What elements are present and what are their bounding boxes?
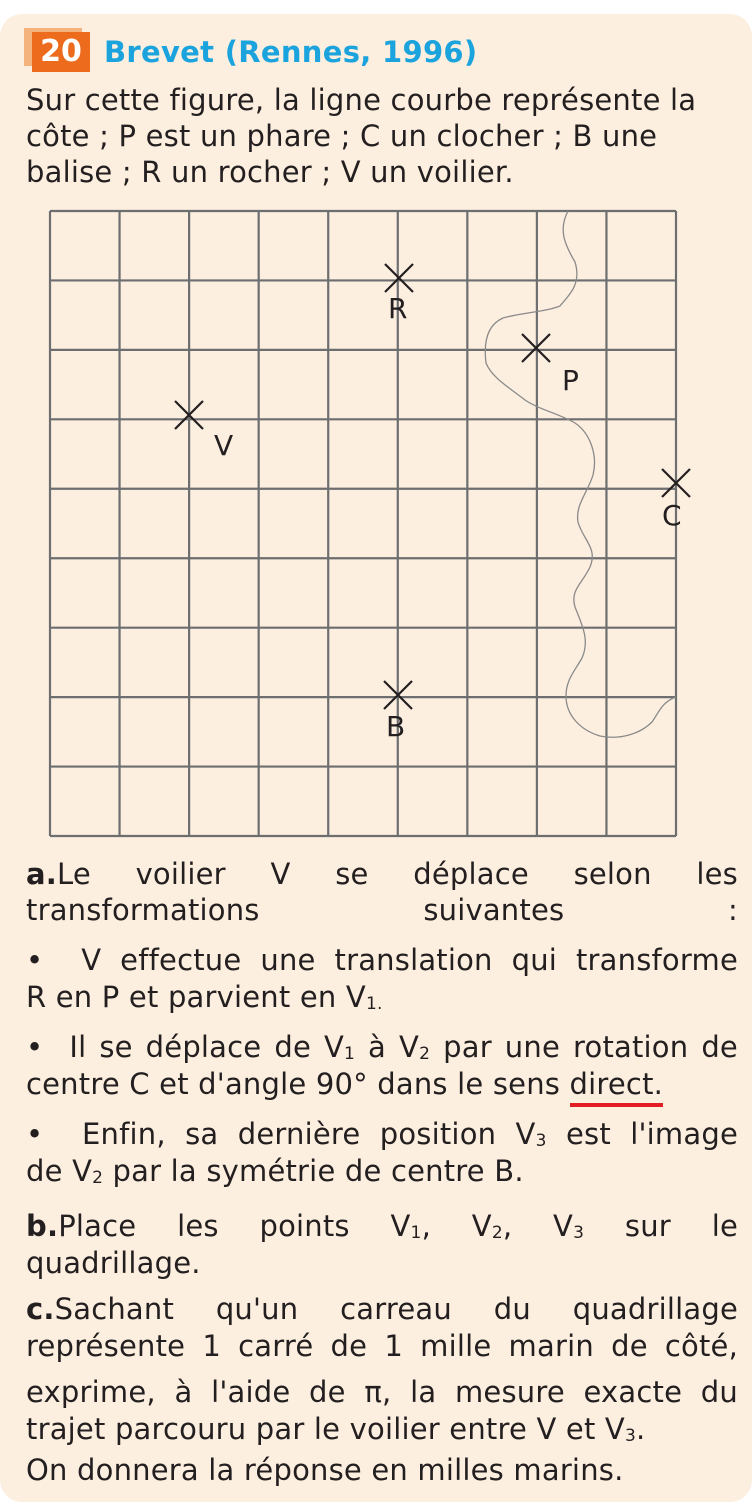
- bullet3-p2: est l'image: [546, 1117, 738, 1151]
- label-V: V: [214, 429, 234, 462]
- bullet2-p2: à V: [355, 1030, 420, 1064]
- intro-text: Sur cette figure, la ligne courbe représente la côte ; P est un phare ; C un clocher ; B une balise ; R un rocher ; V un voilier.: [26, 83, 697, 189]
- exercise-number: 20: [32, 32, 90, 72]
- question-c-line4-post: .: [636, 1412, 646, 1446]
- label-B: B: [386, 710, 406, 743]
- bullet3-post: par la symétrie de centre B.: [103, 1154, 524, 1188]
- question-b-t2: , V: [421, 1209, 492, 1243]
- bullet3-line1: • Enfin, sa dernière position $V_3$ est l'image: [26, 1117, 738, 1151]
- question-b-label: b.: [26, 1209, 59, 1243]
- bullet3-pre: de V: [26, 1154, 93, 1188]
- question-a-line1: [26, 856, 738, 928]
- bullet2-s2: 2: [419, 1044, 431, 1064]
- bullet2-s1: 1: [344, 1044, 356, 1064]
- marker-R: [385, 264, 413, 292]
- bullet1-line1: • V effectue une translation qui transforme: [26, 943, 738, 977]
- question-c-line1: [26, 1291, 738, 1327]
- point-markers: [175, 264, 690, 709]
- question-b-t1: Place les points V: [58, 1209, 411, 1243]
- label-P: P: [562, 364, 579, 397]
- bullet2-p1: Il se déplace de V: [69, 1030, 345, 1064]
- question-b-line2: quadrillage.: [26, 1246, 201, 1280]
- underlined-direct: direct.: [570, 1067, 664, 1107]
- question-c-line4: [26, 1411, 738, 1447]
- question-c-line4-text: trajet parcouru par le voilier entre V et V: [26, 1412, 625, 1446]
- grid-lines: [50, 211, 676, 836]
- bullet2-p3: par une rotation de: [430, 1030, 738, 1064]
- bullet3-s1: 3: [535, 1131, 547, 1151]
- bullet1-text: V effectue une translation qui transforme: [81, 943, 738, 977]
- question-c-line2: représente 1 carré de 1 mille marin de côté,: [26, 1329, 738, 1363]
- question-b-s2: 2: [491, 1223, 503, 1243]
- question-c-line1-text: Sachant qu'un carreau du quadrillage: [54, 1292, 738, 1326]
- question-c-line3: exprime, à l'aide de π, la mesure exacte du: [26, 1375, 738, 1409]
- question-a-label: a.: [26, 857, 57, 891]
- question-b-s3: 3: [573, 1223, 585, 1243]
- bullet1-text2: R en P et parvient en V: [26, 980, 366, 1014]
- bullet3-s2: 2: [92, 1168, 104, 1188]
- question-c-line4-sub: 3: [624, 1426, 636, 1446]
- bullet2-line2-text: centre C et d'angle 90° dans le sens: [26, 1067, 561, 1101]
- question-b-s1: 1: [410, 1223, 422, 1243]
- question-b-t3: , V: [502, 1209, 574, 1243]
- question-b-line1: [26, 1208, 738, 1244]
- question-c-label: c.: [26, 1292, 55, 1326]
- question-a-text: Le voilier V se déplace selon les transformations suivantes :: [26, 857, 738, 927]
- bullet3-p1: Enfin, sa dernière position V: [82, 1117, 536, 1151]
- exercise-title: Brevet (Rennes, 1996): [104, 35, 478, 69]
- bullet1-sub: 1.: [365, 994, 383, 1014]
- question-c-line5: On donnera la réponse en milles marins.: [26, 1453, 624, 1487]
- bullet2-line1: • Il se déplace de $V_1$ à $V_2$ par une rotation de: [26, 1030, 738, 1064]
- question-b-t4: sur le: [584, 1209, 739, 1243]
- bullet3-line2: [26, 1153, 738, 1189]
- label-C: C: [662, 499, 682, 532]
- label-R: R: [388, 292, 408, 325]
- bullet2-line2: [26, 1066, 738, 1102]
- bullet1-line2: [26, 979, 738, 1015]
- coastline: [485, 211, 676, 737]
